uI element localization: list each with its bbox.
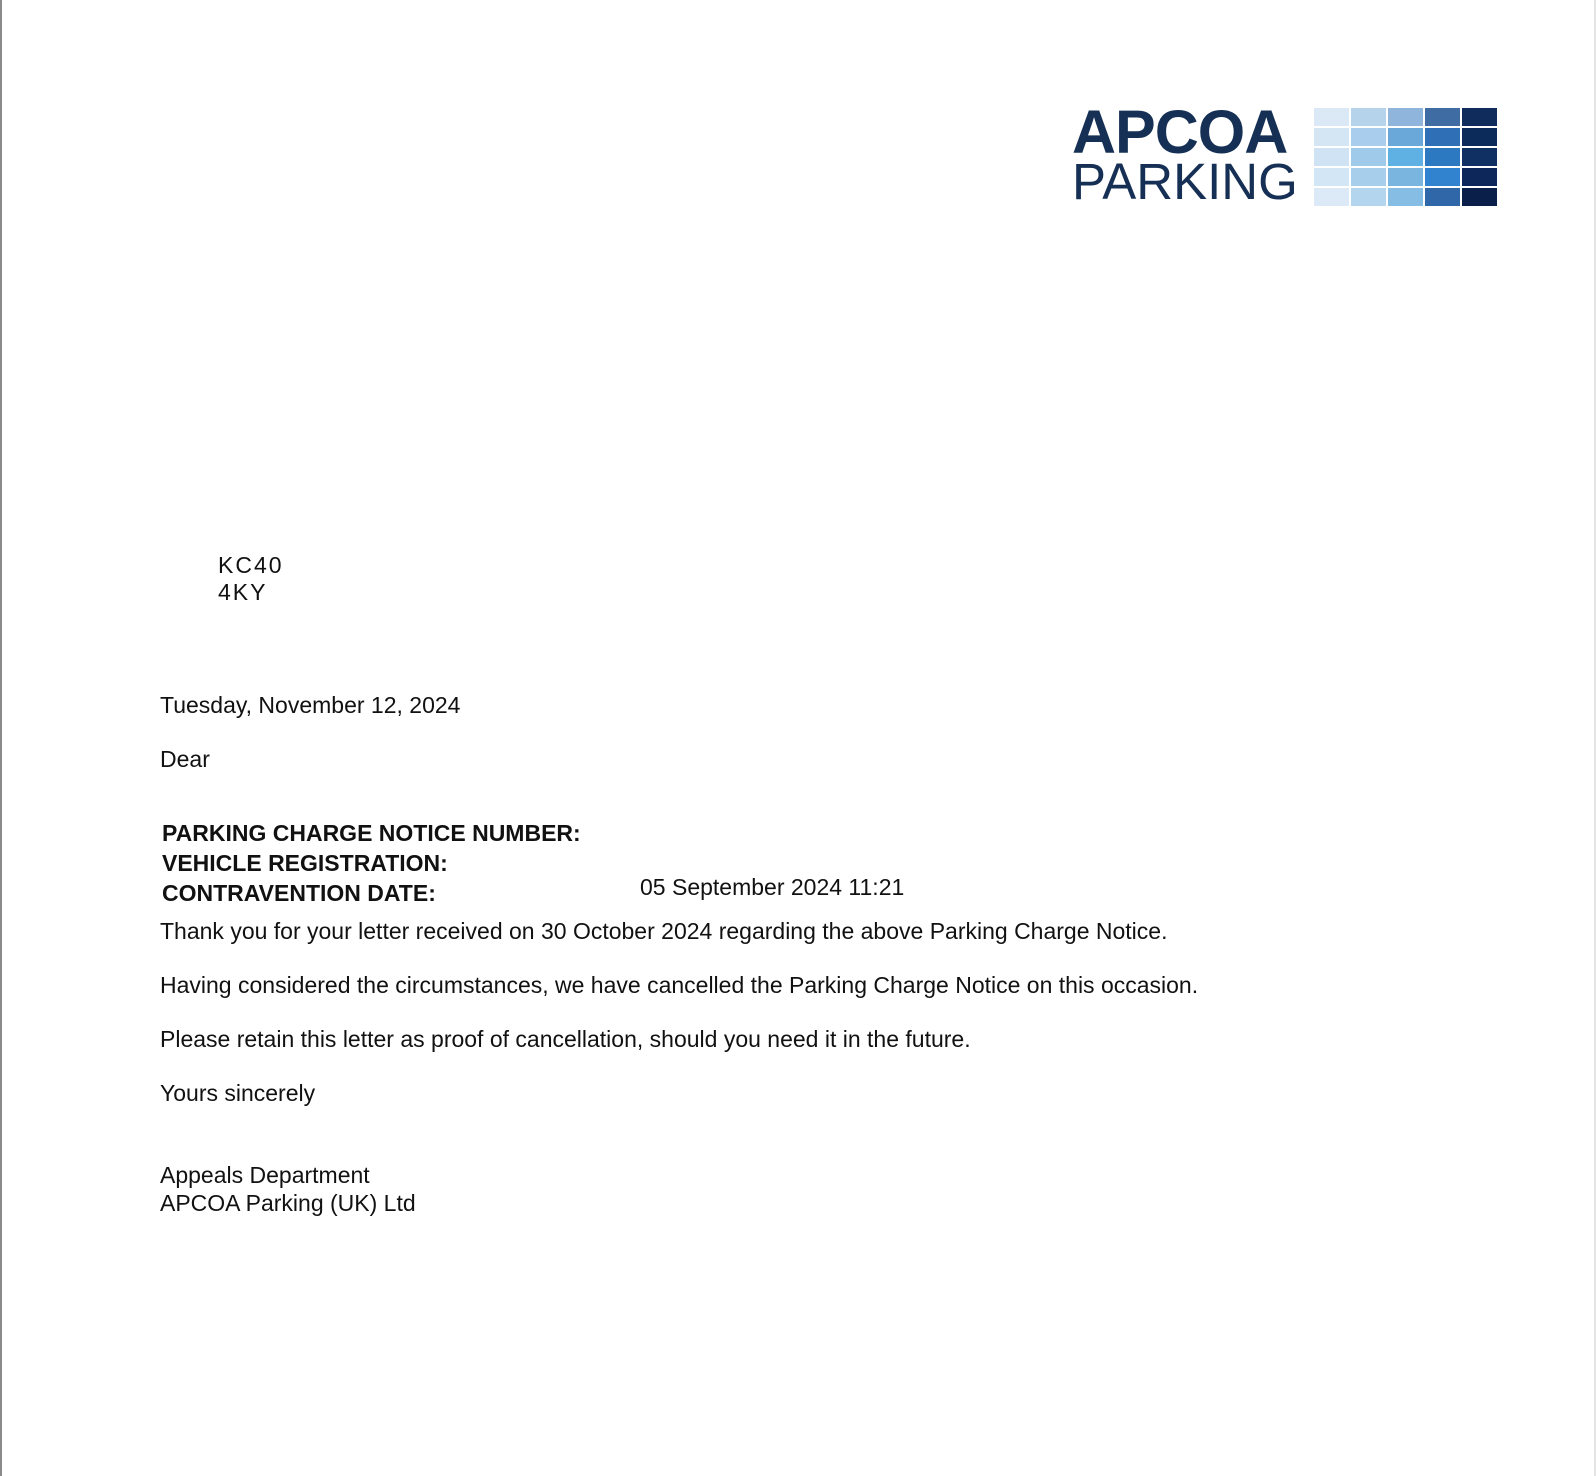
logo-wordmark-apcoa: APCOA bbox=[1072, 98, 1288, 166]
vehicle-registration-label: VEHICLE REGISTRATION: bbox=[162, 850, 448, 876]
logo-tile bbox=[1351, 128, 1386, 146]
logo-tile bbox=[1462, 108, 1497, 126]
signoff-company: APCOA Parking (UK) Ltd bbox=[160, 1190, 416, 1216]
contravention-date-text: 05 September 2024 11:21 bbox=[640, 874, 905, 900]
logo-tile bbox=[1425, 128, 1460, 146]
logo-tile bbox=[1425, 168, 1460, 186]
logo-tile bbox=[1462, 168, 1497, 186]
contravention-date-label: CONTRAVENTION DATE: bbox=[162, 880, 436, 906]
paragraph-cancelled: Having considered the circumstances, we have cancelled the Parking Charge Notice on this occasion. bbox=[160, 972, 1199, 998]
logo-tile bbox=[1314, 188, 1349, 206]
logo-tile bbox=[1314, 148, 1349, 166]
reference-block bbox=[162, 818, 581, 908]
logo-tile bbox=[1388, 168, 1423, 186]
logo-tile bbox=[1462, 188, 1497, 206]
logo-tile bbox=[1425, 108, 1460, 126]
logo-tile bbox=[1314, 128, 1349, 146]
apcoa-parking-logo bbox=[1072, 98, 1502, 210]
logo-tile bbox=[1388, 188, 1423, 206]
pcn-number-label: PARKING CHARGE NOTICE NUMBER: bbox=[162, 820, 581, 846]
address-fragment bbox=[218, 552, 338, 605]
logo-tile bbox=[1314, 108, 1349, 126]
logo-tile bbox=[1462, 128, 1497, 146]
logo-tile bbox=[1388, 128, 1423, 146]
contravention-date-value bbox=[640, 874, 930, 901]
logo-tile-grid bbox=[1314, 108, 1497, 206]
logo-tile bbox=[1314, 168, 1349, 186]
logo-tile bbox=[1425, 148, 1460, 166]
logo-tile bbox=[1388, 108, 1423, 126]
logo-tile bbox=[1388, 148, 1423, 166]
logo-tile bbox=[1351, 168, 1386, 186]
logo-tile bbox=[1351, 188, 1386, 206]
logo-tile bbox=[1425, 188, 1460, 206]
logo-tile bbox=[1351, 108, 1386, 126]
closing: Yours sincerely bbox=[160, 1080, 316, 1106]
logo-wordmark-parking: PARKING bbox=[1072, 153, 1298, 210]
paragraph-retain: Please retain this letter as proof of cancellation, should you need it in the future. bbox=[160, 1026, 971, 1052]
logo-tile bbox=[1351, 148, 1386, 166]
logo-tile bbox=[1462, 148, 1497, 166]
letter-date: Tuesday, November 12, 2024 bbox=[160, 692, 461, 718]
signoff-department: Appeals Department bbox=[160, 1162, 370, 1188]
address-fragment-text: KC40 4KY bbox=[218, 552, 284, 605]
salutation: Dear bbox=[160, 746, 210, 772]
paragraph-received: Thank you for your letter received on 30 October 2024 regarding the above Parking Charge Notice. bbox=[160, 918, 1168, 944]
